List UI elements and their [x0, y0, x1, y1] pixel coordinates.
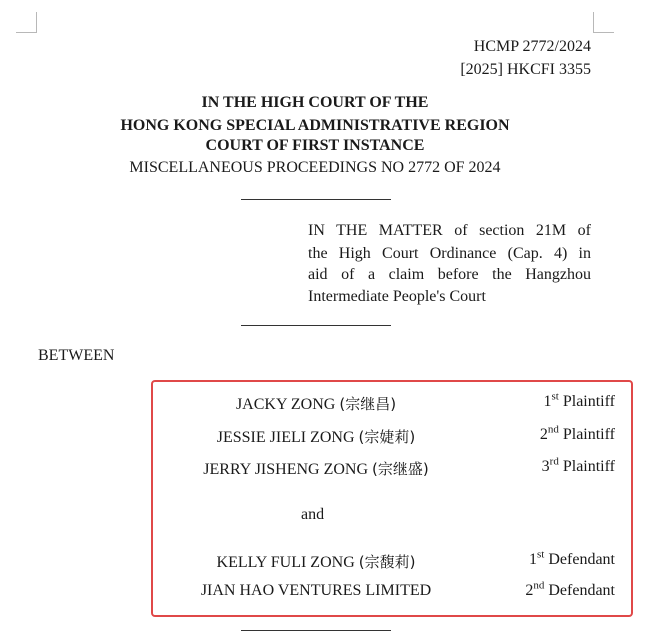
matter-line-1: IN THE MATTER of section 21M of [308, 222, 591, 239]
separator-rule-2 [241, 325, 391, 326]
defendant-1-name: KELLY FULI ZONG (宗馥莉) [216, 553, 416, 571]
defendant-2-name: JIAN HAO VENTURES LIMITED [200, 582, 432, 599]
proceedings-number: MISCELLANEOUS PROCEEDINGS NO 2772 OF 2024 [129, 159, 501, 176]
plaintiff-2-role: 2nd Plaintiff [539, 423, 615, 443]
separator-rule-1 [241, 199, 391, 200]
matter-line-3: aid of a claim before the Hangzhou [308, 266, 591, 283]
matter-line-2: the High Court Ordinance (Cap. 4) in [308, 245, 591, 262]
plaintiff-1-name: JACKY ZONG (宗继昌) [235, 395, 397, 413]
plaintiff-3-name: JERRY JISHENG ZONG (宗继盛) [203, 460, 429, 478]
matter-line-4: Intermediate People's Court [308, 288, 486, 305]
court-heading-line-1: IN THE HIGH COURT OF THE [201, 94, 429, 111]
separator-rule-3 [241, 630, 391, 631]
case-number: HCMP 2772/2024 [473, 38, 591, 55]
court-heading-line-3: COURT OF FIRST INSTANCE [205, 137, 425, 154]
neutral-citation: [2025] HKCFI 3355 [460, 61, 591, 78]
court-heading-line-2: HONG KONG SPECIAL ADMINISTRATIVE REGION [120, 117, 510, 134]
plaintiff-3-role: 3rd Plaintiff [541, 455, 615, 475]
crop-mark-top-right [593, 12, 614, 33]
and-label: and [301, 506, 325, 523]
plaintiff-2-name: JESSIE JIELI ZONG (宗婕莉) [216, 428, 416, 446]
plaintiff-1-role: 1st Plaintiff [543, 390, 615, 410]
defendant-1-role: 1st Defendant [529, 548, 615, 568]
crop-mark-top-left [16, 12, 37, 33]
between-label: BETWEEN [38, 347, 115, 364]
defendant-2-role: 2nd Defendant [525, 579, 615, 599]
